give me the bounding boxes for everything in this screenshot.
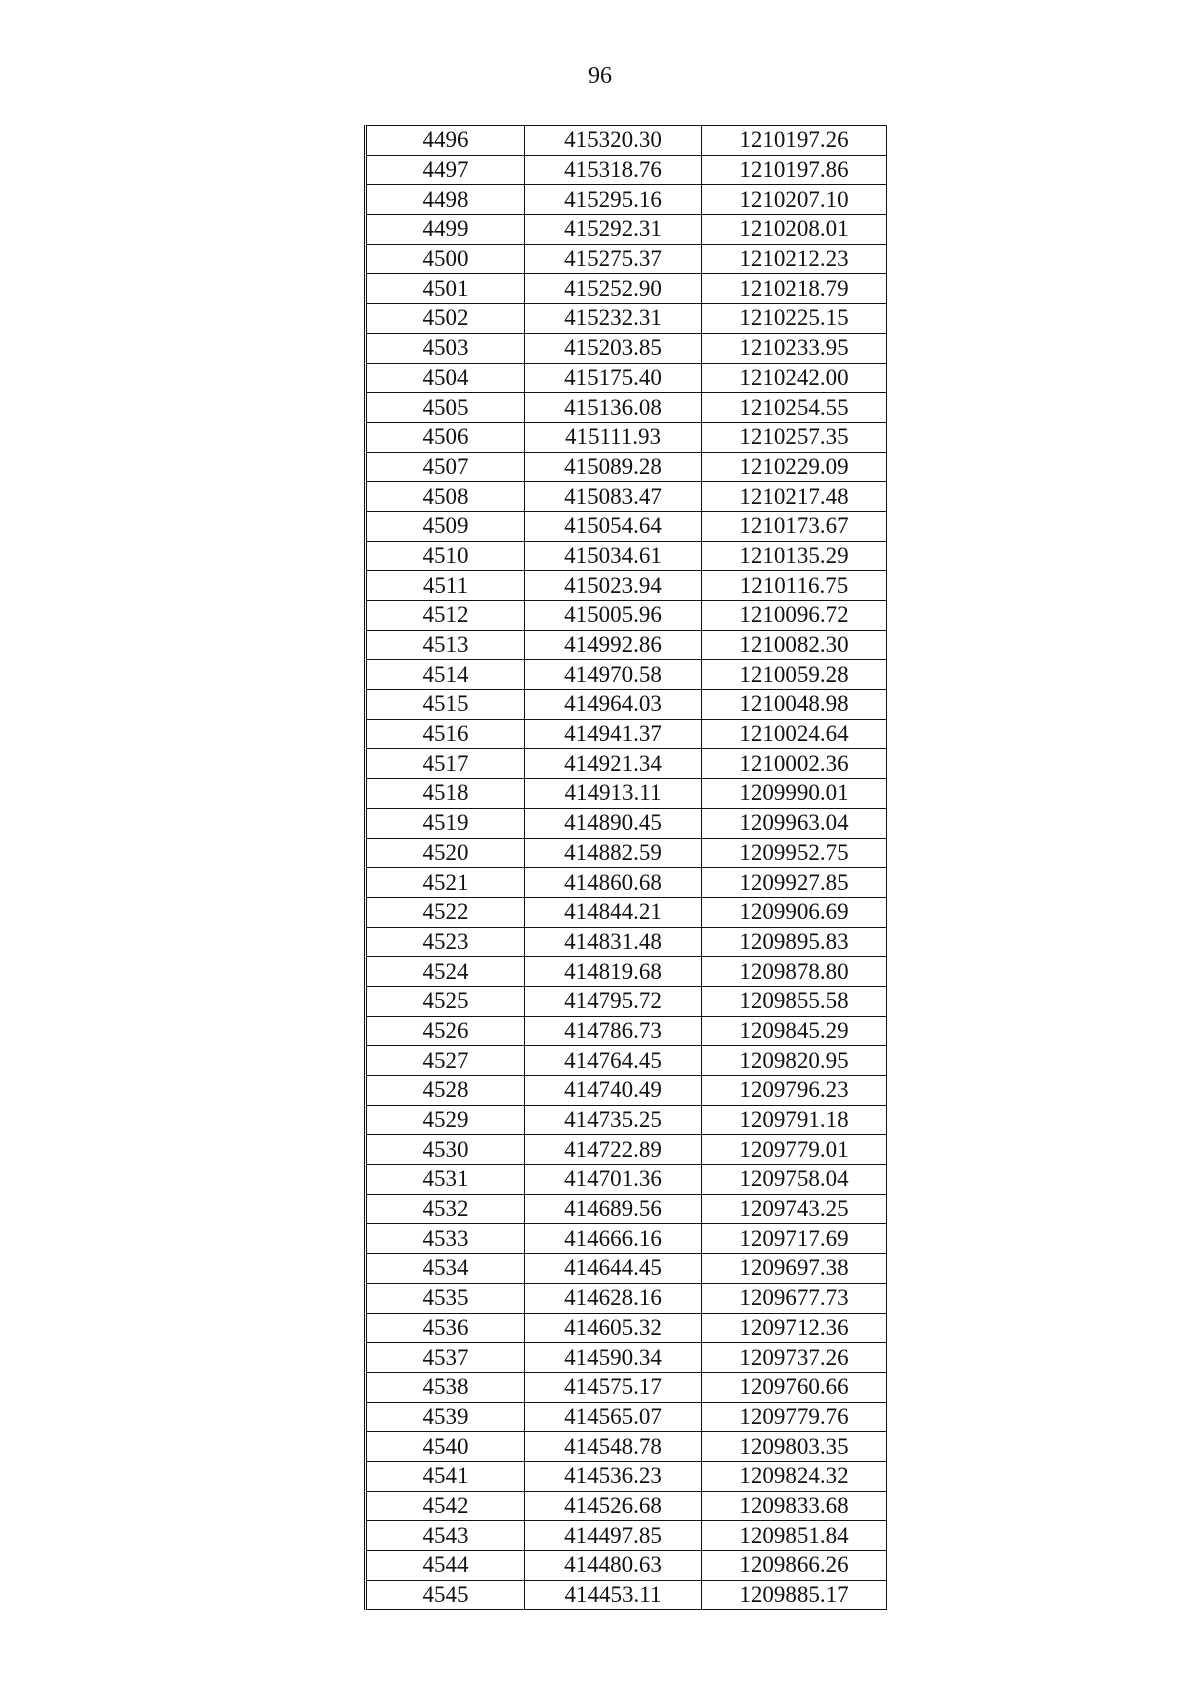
x-coordinate-cell: 414764.45 xyxy=(525,1046,702,1076)
y-coordinate-cell: 1210217.48 xyxy=(702,482,887,512)
y-coordinate-cell: 1210257.35 xyxy=(702,422,887,452)
point-number-cell: 4500 xyxy=(366,244,525,274)
point-number-cell: 4531 xyxy=(366,1165,525,1195)
point-number-cell: 4521 xyxy=(366,868,525,898)
x-coordinate-cell: 415136.08 xyxy=(525,393,702,423)
table-row xyxy=(366,185,887,215)
table-row xyxy=(366,1076,887,1106)
point-number-cell: 4525 xyxy=(366,986,525,1016)
point-number-cell: 4533 xyxy=(366,1224,525,1254)
table-row xyxy=(366,660,887,690)
x-coordinate-cell: 415320.30 xyxy=(525,126,702,156)
point-number-cell: 4510 xyxy=(366,541,525,571)
table-row xyxy=(366,422,887,452)
point-number-cell: 4509 xyxy=(366,511,525,541)
x-coordinate-cell: 415111.93 xyxy=(525,422,702,452)
x-coordinate-cell: 415232.31 xyxy=(525,304,702,334)
table-row xyxy=(366,927,887,957)
y-coordinate-cell: 1209779.76 xyxy=(702,1402,887,1432)
x-coordinate-cell: 414628.16 xyxy=(525,1283,702,1313)
y-coordinate-cell: 1209760.66 xyxy=(702,1372,887,1402)
point-number-cell: 4513 xyxy=(366,630,525,660)
x-coordinate-cell: 415054.64 xyxy=(525,511,702,541)
table-row xyxy=(366,126,887,156)
x-coordinate-cell: 415203.85 xyxy=(525,333,702,363)
point-number-cell: 4506 xyxy=(366,422,525,452)
y-coordinate-cell: 1209885.17 xyxy=(702,1580,887,1610)
x-coordinate-cell: 414882.59 xyxy=(525,838,702,868)
table-row xyxy=(366,1016,887,1046)
y-coordinate-cell: 1209952.75 xyxy=(702,838,887,868)
table-row xyxy=(366,274,887,304)
point-number-cell: 4527 xyxy=(366,1046,525,1076)
table-row xyxy=(366,986,887,1016)
y-coordinate-cell: 1209712.36 xyxy=(702,1313,887,1343)
y-coordinate-cell: 1210197.26 xyxy=(702,126,887,156)
table-row xyxy=(366,1313,887,1343)
table-row xyxy=(366,363,887,393)
x-coordinate-cell: 414819.68 xyxy=(525,957,702,987)
y-coordinate-cell: 1210242.00 xyxy=(702,363,887,393)
point-number-cell: 4499 xyxy=(366,215,525,245)
table-row xyxy=(366,155,887,185)
y-coordinate-cell: 1210116.75 xyxy=(702,571,887,601)
table-row xyxy=(366,719,887,749)
table-row xyxy=(366,1105,887,1135)
x-coordinate-cell: 415023.94 xyxy=(525,571,702,601)
table-row xyxy=(366,779,887,809)
y-coordinate-cell: 1209845.29 xyxy=(702,1016,887,1046)
y-coordinate-cell: 1209737.26 xyxy=(702,1343,887,1373)
point-number-cell: 4498 xyxy=(366,185,525,215)
table-row xyxy=(366,601,887,631)
y-coordinate-cell: 1209803.35 xyxy=(702,1432,887,1462)
x-coordinate-cell: 414921.34 xyxy=(525,749,702,779)
table-row xyxy=(366,1224,887,1254)
coordinates-table xyxy=(364,125,887,1610)
y-coordinate-cell: 1210254.55 xyxy=(702,393,887,423)
table-row xyxy=(366,690,887,720)
y-coordinate-cell: 1209824.32 xyxy=(702,1461,887,1491)
point-number-cell: 4544 xyxy=(366,1551,525,1581)
y-coordinate-cell: 1209878.80 xyxy=(702,957,887,987)
point-number-cell: 4516 xyxy=(366,719,525,749)
x-coordinate-cell: 414590.34 xyxy=(525,1343,702,1373)
table-row xyxy=(366,749,887,779)
point-number-cell: 4504 xyxy=(366,363,525,393)
x-coordinate-cell: 414722.89 xyxy=(525,1135,702,1165)
x-coordinate-cell: 414666.16 xyxy=(525,1224,702,1254)
point-number-cell: 4530 xyxy=(366,1135,525,1165)
table-row xyxy=(366,1402,887,1432)
y-coordinate-cell: 1210218.79 xyxy=(702,274,887,304)
point-number-cell: 4496 xyxy=(366,126,525,156)
point-number-cell: 4545 xyxy=(366,1580,525,1610)
point-number-cell: 4519 xyxy=(366,808,525,838)
x-coordinate-cell: 414860.68 xyxy=(525,868,702,898)
table-row xyxy=(366,1046,887,1076)
x-coordinate-cell: 414844.21 xyxy=(525,897,702,927)
y-coordinate-cell: 1210197.86 xyxy=(702,155,887,185)
point-number-cell: 4523 xyxy=(366,927,525,957)
x-coordinate-cell: 414740.49 xyxy=(525,1076,702,1106)
x-coordinate-cell: 415175.40 xyxy=(525,363,702,393)
point-number-cell: 4536 xyxy=(366,1313,525,1343)
point-number-cell: 4507 xyxy=(366,452,525,482)
point-number-cell: 4534 xyxy=(366,1254,525,1284)
x-coordinate-cell: 414689.56 xyxy=(525,1194,702,1224)
y-coordinate-cell: 1209833.68 xyxy=(702,1491,887,1521)
table-row xyxy=(366,215,887,245)
x-coordinate-cell: 414575.17 xyxy=(525,1372,702,1402)
table-row xyxy=(366,1491,887,1521)
point-number-cell: 4503 xyxy=(366,333,525,363)
point-number-cell: 4512 xyxy=(366,601,525,631)
y-coordinate-cell: 1210048.98 xyxy=(702,690,887,720)
x-coordinate-cell: 414548.78 xyxy=(525,1432,702,1462)
table-row xyxy=(366,897,887,927)
y-coordinate-cell: 1210096.72 xyxy=(702,601,887,631)
table-row xyxy=(366,1521,887,1551)
y-coordinate-cell: 1209697.38 xyxy=(702,1254,887,1284)
point-number-cell: 4517 xyxy=(366,749,525,779)
table-row xyxy=(366,630,887,660)
y-coordinate-cell: 1210135.29 xyxy=(702,541,887,571)
y-coordinate-cell: 1210229.09 xyxy=(702,452,887,482)
point-number-cell: 4501 xyxy=(366,274,525,304)
x-coordinate-cell: 414964.03 xyxy=(525,690,702,720)
y-coordinate-cell: 1210024.64 xyxy=(702,719,887,749)
y-coordinate-cell: 1209906.69 xyxy=(702,897,887,927)
y-coordinate-cell: 1209820.95 xyxy=(702,1046,887,1076)
y-coordinate-cell: 1209927.85 xyxy=(702,868,887,898)
x-coordinate-cell: 414831.48 xyxy=(525,927,702,957)
table-row xyxy=(366,541,887,571)
x-coordinate-cell: 414970.58 xyxy=(525,660,702,690)
x-coordinate-cell: 414913.11 xyxy=(525,779,702,809)
table-row xyxy=(366,868,887,898)
y-coordinate-cell: 1209851.84 xyxy=(702,1521,887,1551)
y-coordinate-cell: 1209990.01 xyxy=(702,779,887,809)
point-number-cell: 4538 xyxy=(366,1372,525,1402)
x-coordinate-cell: 415005.96 xyxy=(525,601,702,631)
y-coordinate-cell: 1210059.28 xyxy=(702,660,887,690)
point-number-cell: 4520 xyxy=(366,838,525,868)
x-coordinate-cell: 414644.45 xyxy=(525,1254,702,1284)
table-row xyxy=(366,1372,887,1402)
x-coordinate-cell: 415292.31 xyxy=(525,215,702,245)
y-coordinate-cell: 1209791.18 xyxy=(702,1105,887,1135)
table-row xyxy=(366,1254,887,1284)
table-row xyxy=(366,1283,887,1313)
table-row xyxy=(366,808,887,838)
x-coordinate-cell: 414605.32 xyxy=(525,1313,702,1343)
y-coordinate-cell: 1209866.26 xyxy=(702,1551,887,1581)
x-coordinate-cell: 414992.86 xyxy=(525,630,702,660)
y-coordinate-cell: 1210233.95 xyxy=(702,333,887,363)
point-number-cell: 4532 xyxy=(366,1194,525,1224)
table-row xyxy=(366,1461,887,1491)
point-number-cell: 4508 xyxy=(366,482,525,512)
x-coordinate-cell: 415252.90 xyxy=(525,274,702,304)
point-number-cell: 4529 xyxy=(366,1105,525,1135)
point-number-cell: 4514 xyxy=(366,660,525,690)
y-coordinate-cell: 1209895.83 xyxy=(702,927,887,957)
y-coordinate-cell: 1210173.67 xyxy=(702,511,887,541)
table-row xyxy=(366,304,887,334)
y-coordinate-cell: 1209743.25 xyxy=(702,1194,887,1224)
x-coordinate-cell: 415034.61 xyxy=(525,541,702,571)
point-number-cell: 4535 xyxy=(366,1283,525,1313)
y-coordinate-cell: 1210207.10 xyxy=(702,185,887,215)
table-row xyxy=(366,1343,887,1373)
point-number-cell: 4542 xyxy=(366,1491,525,1521)
point-number-cell: 4537 xyxy=(366,1343,525,1373)
point-number-cell: 4543 xyxy=(366,1521,525,1551)
table-row xyxy=(366,393,887,423)
x-coordinate-cell: 414480.63 xyxy=(525,1551,702,1581)
x-coordinate-cell: 414795.72 xyxy=(525,986,702,1016)
point-number-cell: 4540 xyxy=(366,1432,525,1462)
table-row xyxy=(366,1165,887,1195)
table-row xyxy=(366,1432,887,1462)
point-number-cell: 4524 xyxy=(366,957,525,987)
point-number-cell: 4522 xyxy=(366,897,525,927)
x-coordinate-cell: 414526.68 xyxy=(525,1491,702,1521)
x-coordinate-cell: 415083.47 xyxy=(525,482,702,512)
x-coordinate-cell: 414735.25 xyxy=(525,1105,702,1135)
x-coordinate-cell: 414497.85 xyxy=(525,1521,702,1551)
x-coordinate-cell: 414941.37 xyxy=(525,719,702,749)
x-coordinate-cell: 414701.36 xyxy=(525,1165,702,1195)
point-number-cell: 4526 xyxy=(366,1016,525,1046)
table-row xyxy=(366,838,887,868)
y-coordinate-cell: 1209963.04 xyxy=(702,808,887,838)
y-coordinate-cell: 1210082.30 xyxy=(702,630,887,660)
point-number-cell: 4497 xyxy=(366,155,525,185)
point-number-cell: 4539 xyxy=(366,1402,525,1432)
y-coordinate-cell: 1209677.73 xyxy=(702,1283,887,1313)
point-number-cell: 4515 xyxy=(366,690,525,720)
y-coordinate-cell: 1209758.04 xyxy=(702,1165,887,1195)
x-coordinate-cell: 414786.73 xyxy=(525,1016,702,1046)
table-row xyxy=(366,1580,887,1610)
y-coordinate-cell: 1210002.36 xyxy=(702,749,887,779)
table-row xyxy=(366,1194,887,1224)
point-number-cell: 4518 xyxy=(366,779,525,809)
table-row xyxy=(366,482,887,512)
x-coordinate-cell: 414536.23 xyxy=(525,1461,702,1491)
table-row xyxy=(366,511,887,541)
y-coordinate-cell: 1209796.23 xyxy=(702,1076,887,1106)
x-coordinate-cell: 414453.11 xyxy=(525,1580,702,1610)
y-coordinate-cell: 1210225.15 xyxy=(702,304,887,334)
table-row xyxy=(366,333,887,363)
point-number-cell: 4505 xyxy=(366,393,525,423)
point-number-cell: 4511 xyxy=(366,571,525,601)
x-coordinate-cell: 415275.37 xyxy=(525,244,702,274)
x-coordinate-cell: 415295.16 xyxy=(525,185,702,215)
y-coordinate-cell: 1209855.58 xyxy=(702,986,887,1016)
x-coordinate-cell: 415318.76 xyxy=(525,155,702,185)
table-row xyxy=(366,1135,887,1165)
table-row xyxy=(366,244,887,274)
y-coordinate-cell: 1210212.23 xyxy=(702,244,887,274)
table-row xyxy=(366,571,887,601)
page-number: 96 xyxy=(588,63,612,89)
x-coordinate-cell: 414565.07 xyxy=(525,1402,702,1432)
table-row xyxy=(366,452,887,482)
coordinates-table-body xyxy=(366,126,887,1610)
table-row xyxy=(366,957,887,987)
x-coordinate-cell: 415089.28 xyxy=(525,452,702,482)
table-row xyxy=(366,1551,887,1581)
point-number-cell: 4541 xyxy=(366,1461,525,1491)
point-number-cell: 4528 xyxy=(366,1076,525,1106)
y-coordinate-cell: 1209779.01 xyxy=(702,1135,887,1165)
point-number-cell: 4502 xyxy=(366,304,525,334)
y-coordinate-cell: 1210208.01 xyxy=(702,215,887,245)
x-coordinate-cell: 414890.45 xyxy=(525,808,702,838)
y-coordinate-cell: 1209717.69 xyxy=(702,1224,887,1254)
